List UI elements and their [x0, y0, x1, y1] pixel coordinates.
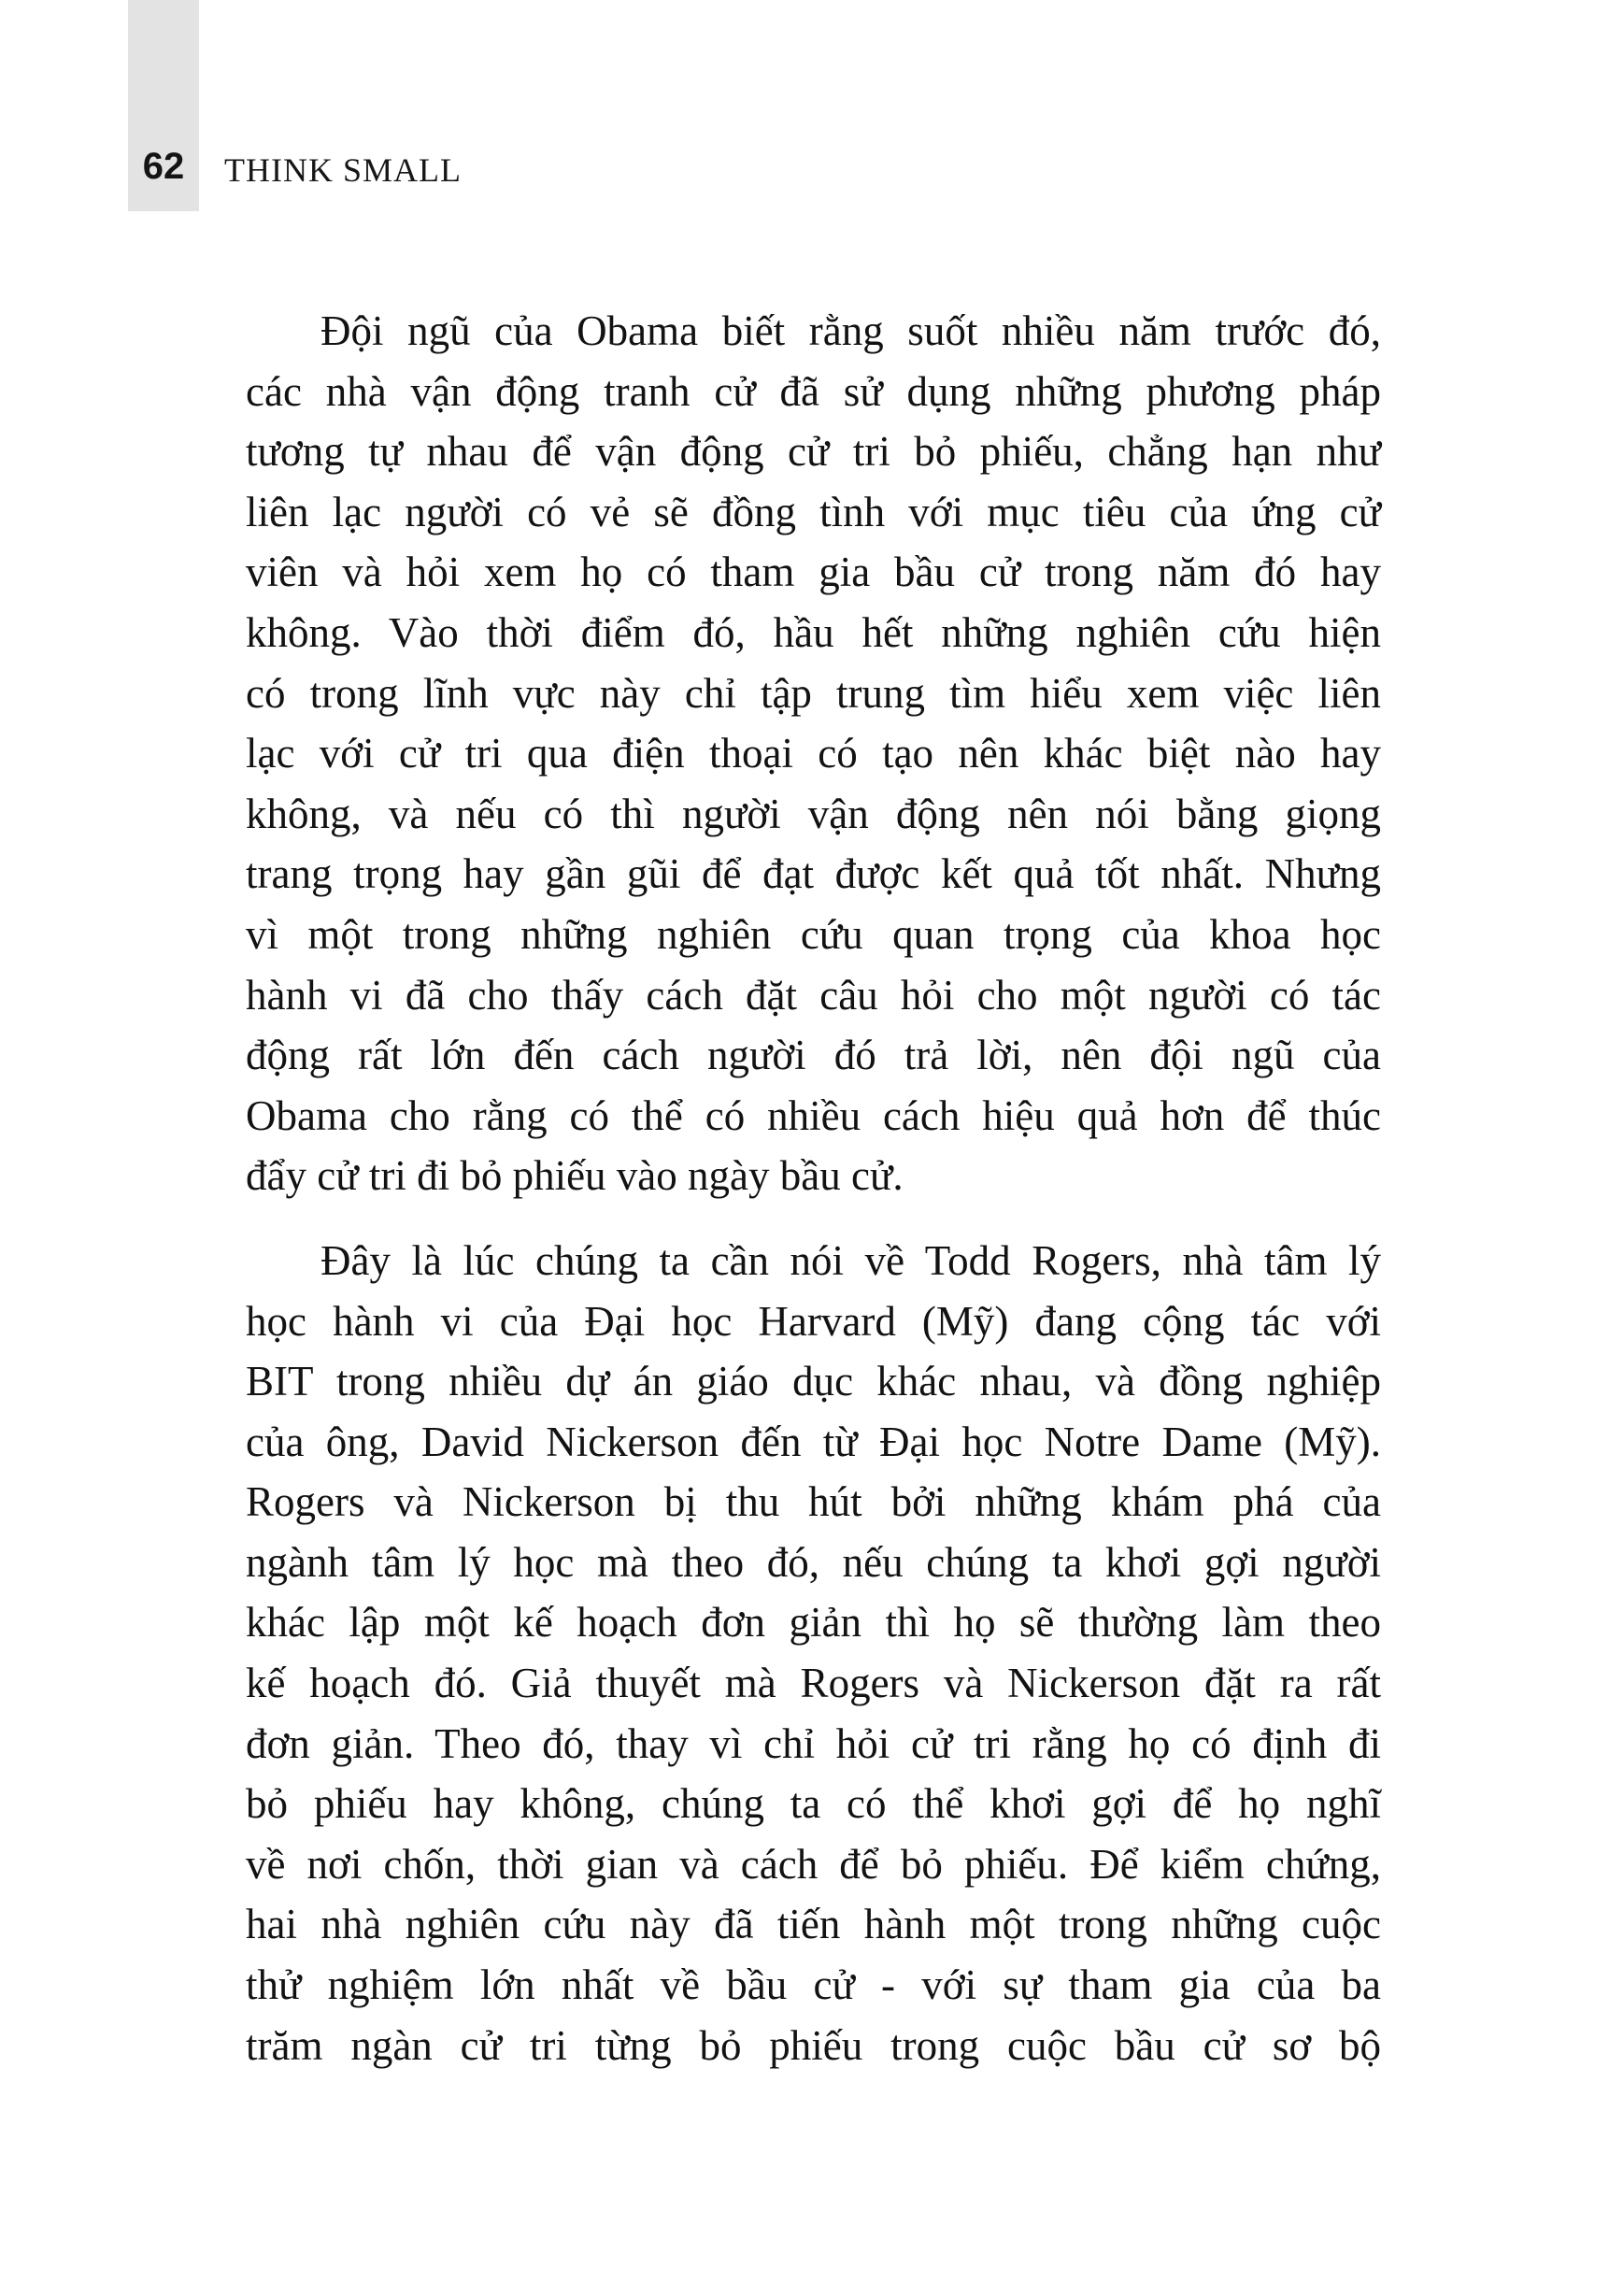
paragraph-line: khác lập một kế hoạch đơn giản thì họ sẽ thường làm theo: [246, 1599, 1381, 1647]
paragraph-line: trăm ngàn cử tri từng bỏ phiếu trong cuộc bầu cử sơ bộ: [246, 2021, 1381, 2069]
paragraph-line: kế hoạch đó. Giả thuyết mà Rogers và Nickerson đặt ra rất: [246, 1660, 1381, 1707]
paragraph-line: Đội ngũ của Obama biết rằng suốt nhiều năm trước đó,: [320, 307, 1381, 354]
paragraph-line: BIT trong nhiều dự án giáo dục khác nhau, và đồng nghiệp: [246, 1358, 1381, 1405]
body-text: [246, 301, 1381, 2075]
paragraph-line: lạc với cử tri qua điện thoại có tạo nên khác biệt nào hay: [246, 730, 1381, 777]
paragraph-line: đơn giản. Theo đó, thay vì chỉ hỏi cử tri rằng họ có định đi: [246, 1719, 1381, 1767]
page-number: 62: [142, 146, 185, 187]
paragraph-line: không. Vào thời điểm đó, hầu hết những nghiên cứu hiện: [246, 608, 1381, 656]
paragraph: [246, 1231, 1381, 2075]
paragraph-line: trang trọng hay gần gũi để đạt được kết quả tốt nhất. Nhưng: [246, 850, 1381, 898]
paragraph-line: viên và hỏi xem họ có tham gia bầu cử trong năm đó hay: [246, 549, 1381, 596]
paragraph-line: bỏ phiếu hay không, chúng ta có thể khơi gợi để họ nghĩ: [246, 1780, 1381, 1828]
paragraph-line: Obama cho rằng có thể có nhiều cách hiệu quả hơn để thúc: [246, 1091, 1381, 1139]
paragraph-line: học hành vi của Đại học Harvard (Mỹ) đang cộng tác với: [246, 1297, 1381, 1345]
paragraph-line: của ông, David Nickerson đến từ Đại học Notre Dame (Mỹ).: [246, 1418, 1381, 1465]
paragraph-line: không, và nếu có thì người vận động nên nói bằng giọng: [246, 790, 1381, 837]
paragraph: [246, 301, 1381, 1206]
paragraph-line: các nhà vận động tranh cử đã sử dụng những phương pháp: [246, 367, 1381, 415]
paragraph-line: Đây là lúc chúng ta cần nói về Todd Rogers, nhà tâm lý: [320, 1236, 1381, 1284]
paragraph-line: Rogers và Nickerson bị thu hút bởi những khám phá của: [246, 1478, 1381, 1526]
paragraph-line: thử nghiệm lớn nhất về bầu cử - với sự tham gia của ba: [246, 1961, 1381, 2009]
paragraph-line: vì một trong những nghiên cứu quan trọng của khoa học: [246, 910, 1381, 958]
paragraph-line: có trong lĩnh vực này chỉ tập trung tìm hiểu xem việc liên: [246, 669, 1381, 717]
paragraph-line: động rất lớn đến cách người đó trả lời, nên đội ngũ của: [246, 1032, 1381, 1079]
paragraph-line: đẩy cử tri đi bỏ phiếu vào ngày bầu cử.: [246, 1152, 904, 1200]
paragraph-line: về nơi chốn, thời gian và cách để bỏ phiếu. Để kiểm chứng,: [246, 1840, 1381, 1888]
running-header-title: THINK SMALL: [224, 151, 462, 189]
paragraph-line: hai nhà nghiên cứu này đã tiến hành một trong những cuộc: [246, 1901, 1381, 1948]
paragraph-line: liên lạc người có vẻ sẽ đồng tình với mục tiêu của ứng cử: [246, 488, 1381, 535]
paragraph-line: tương tự nhau để vận động cử tri bỏ phiếu, chẳng hạn như: [246, 428, 1381, 476]
paragraph-line: ngành tâm lý học mà theo đó, nếu chúng ta khơi gợi người: [246, 1538, 1381, 1586]
paragraph-line: hành vi đã cho thấy cách đặt câu hỏi cho một người có tác: [246, 971, 1381, 1019]
